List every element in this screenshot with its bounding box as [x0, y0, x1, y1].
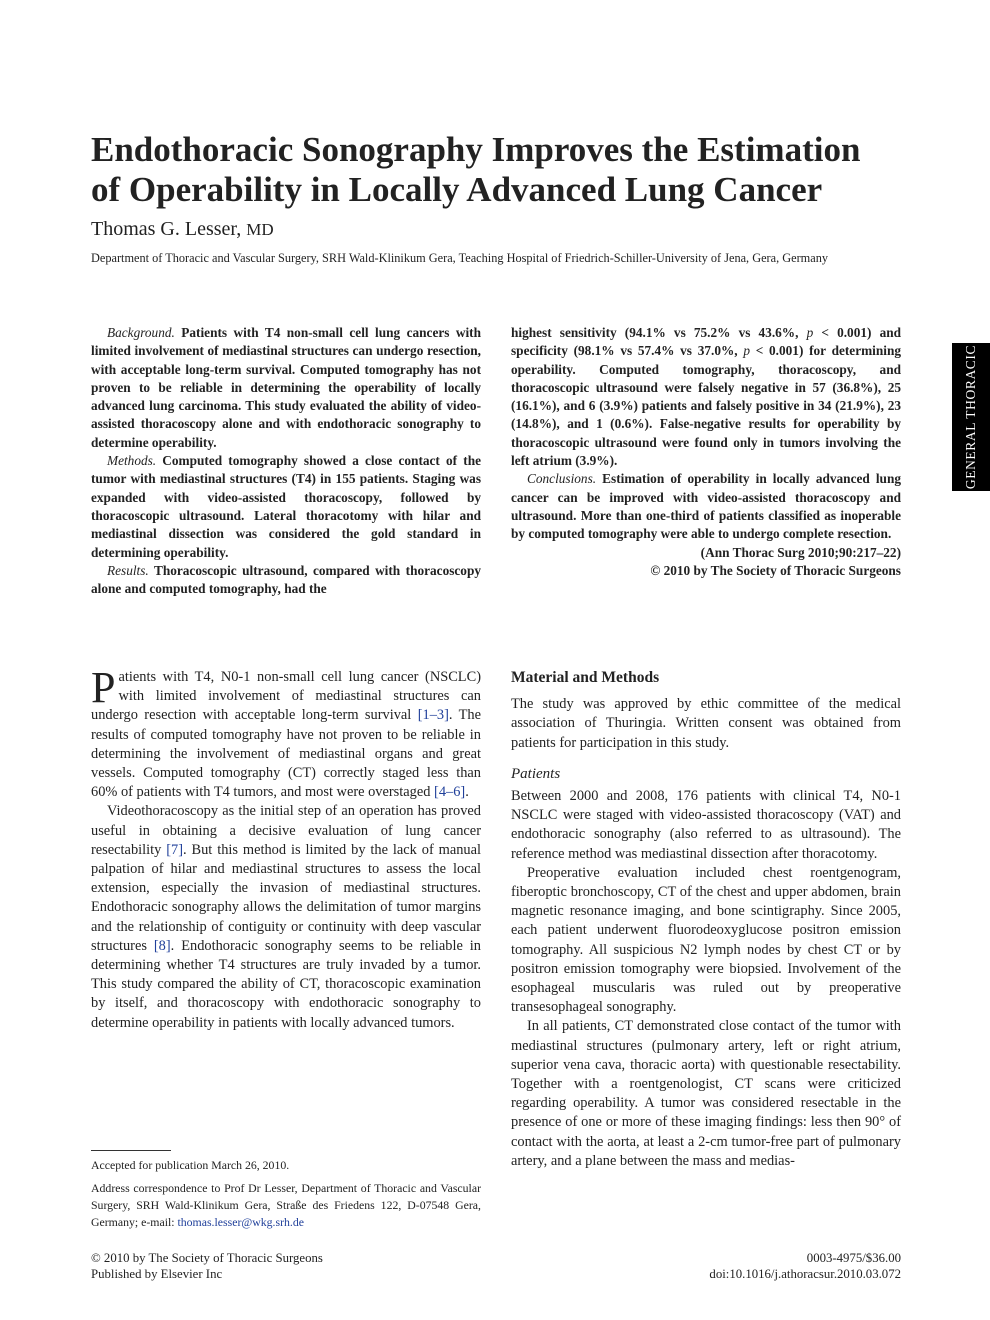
abstract-results-start: [91, 562, 481, 599]
footnote-address: [91, 1180, 481, 1231]
affiliation: Department of Thoracic and Vascular Surgery, SRH Wald-Klinikum Gera, Teaching Hospital of Friedrich-Schiller-University of Jena, Gera, Germany: [91, 251, 828, 265]
footer-right: [709, 1250, 901, 1282]
footnote-rule: [91, 1150, 171, 1151]
intro-paragraph-1: [91, 663, 481, 802]
author-degree: MD: [246, 220, 274, 239]
footer-publisher: Published by Elsevier Inc: [91, 1267, 223, 1281]
abstract-copyright: © 2010 by The Society of Thoracic Surgeons: [650, 562, 901, 578]
results-text-b: < 0.001) and specificity (98.1% vs 57.4% vs 37.0%,: [511, 325, 902, 359]
email-link[interactable]: thomas.lesser@wkg.srh.de: [177, 1215, 305, 1229]
title-line-1: Endothoracic Sonography Improves the Estimation: [91, 130, 861, 169]
background-text: Patients with T4 non-small cell lung cancers with limited involvement of mediastinal structures can undergo resection, with acceptable long-term survival. Computed tomography has not proven to be reliable in determining the operability of locally advanced lung carcinoma. This study evaluated the ability of video-assisted thoracoscopy alone and with endothoracic sonography to determine operability.: [91, 325, 481, 450]
abstract-methods: [91, 452, 481, 562]
abstract-results-cont: [511, 324, 901, 470]
methods-paragraph-4: In all patients, CT demonstrated close contact of the tumor with mediastinal structures (pulmonary artery, left or right atrium, superior vena cava, thoracic aorta) with questionable resectability. Together with a roentgenologist, CT scans were criticized regarding operability. A tumor was considered resectable in the presence of one or more of these imaging findings: less then 90° of contact with the aorta, at least a 2-cm tumor-free part of pulmonary artery, and a plane between the mass and medias-: [511, 1018, 901, 1169]
methods-text: Computed tomography showed a close contact of the tumor with mediastinal structures (T4) in 155 patients. Staging was expanded with video-assisted thoracoscopy, followed by thoracoscopic ultrasound. Lateral thoracotomy with hilar and mediastinal dissection was considered the gold standard in determining operability.: [91, 453, 481, 560]
article-title: [91, 130, 921, 210]
methods-paragraph-2: Between 2000 and 2008, 176 patients with clinical T4, N0-1 NSCLC were staged with video-assisted thoracoscopy (VAT) and endothoracic sonography (also referred to as ultrasound). The reference method was mediastinal dissection after thoracotomy.: [511, 788, 901, 862]
intro-p2-a: Videothoracoscopy as the initial step of an operation has proved useful in obtaining a decisive evaluation of lung cancer resectability: [91, 803, 481, 858]
intro-p1-c: .: [465, 784, 469, 801]
abstract-citation: (Ann Thorac Surg 2010;90:217–22): [700, 544, 901, 560]
methods-label: Methods.: [107, 453, 157, 469]
methods-column: [511, 668, 901, 1171]
footer-copyright: © 2010 by The Society of Thoracic Surgeons: [91, 1251, 323, 1265]
drop-cap: P: [91, 663, 116, 712]
methods-paragraph-3: Preoperative evaluation included chest roentgenogram, fiberoptic bronchoscopy, CT of the chest and upper abdomen, brain magnetic resonance imaging, and bone scintigraphy. Since 2005, each patient underwent fluorodeoxyglucose positron emission tomography. All suspicious N2 lymph nodes by chest CT or by positron emission tomography were biopsied. Involvement of the esophageal muscularis was ruled out by preoperative transesophageal sonography.: [511, 864, 901, 1016]
abstract-conclusions: [511, 470, 901, 543]
results-text-a: highest sensitivity (94.1% vs 75.2% vs 43.6%,: [511, 325, 807, 340]
p-value-1: p: [806, 325, 814, 340]
reference-link[interactable]: [1–3]: [417, 707, 449, 724]
conclusions-label: Conclusions.: [527, 471, 597, 487]
subsection-heading: Patients: [511, 765, 561, 782]
title-line-2: of Operability in Locally Advanced Lung Cancer: [91, 170, 823, 209]
intro-p1-a: atients with T4, N0-1 non-small cell lung cancer (NSCLC) with limited involvement of mediastinal structures can undergo resection with acceptable long-term survival: [91, 669, 481, 724]
reference-link[interactable]: [4–6]: [434, 784, 466, 801]
footer-left: [91, 1250, 323, 1282]
conclusions-text: Estimation of operability in locally advanced lung cancer can be improved with video-assisted thoracoscopy and ultrasound. More than one-third of patients classified as inoperable by computed tomography were able to undergo complete resection.: [511, 471, 901, 542]
footer-doi: doi:10.1016/j.athoracsur.2010.03.072: [709, 1267, 901, 1281]
intro-column: [91, 663, 482, 1033]
section-heading: Material and Methods: [511, 669, 660, 686]
abstract-right-column: [511, 324, 901, 580]
intro-paragraph-2: [91, 802, 481, 1032]
methods-paragraph-1: The study was approved by ethic committee of the medical association of Thuringia. Written consent was obtained from patients for participation in this study.: [511, 696, 901, 751]
section-tab-label: GENERAL THORACIC: [963, 344, 979, 490]
background-label: Background.: [107, 325, 175, 340]
abstract-background: [91, 324, 481, 452]
results-text-left: Thoracoscopic ultrasound, compared with thoracoscopy alone and computed tomography, had the: [91, 562, 481, 597]
results-label: Results.: [107, 562, 149, 578]
author: [91, 218, 274, 241]
intro-p2-b: . But this method is limited by the lack of manual palpation of hilar and mediastinal structures to assess the local extension, especially the invasion of mediastinal structures. Endothoracic sonography allows the delimitation of tumor margins and the relationship of contiguity or continuity with deep vascular structures: [91, 841, 482, 954]
abstract-left-column: [91, 324, 481, 598]
footnote-accepted: Accepted for publication March 26, 2010.: [91, 1158, 290, 1172]
reference-link[interactable]: [7]: [166, 841, 184, 858]
intro-p1-b: . The results of computed tomography have not proven to be reliable in determining the involvement of mediastinal organs and great vessels. Computed tomography (CT) correctly staged less than 60% of patients with T4 tumors, and most were overstaged: [91, 707, 481, 801]
section-tab: [952, 343, 990, 491]
intro-p2-c: . Endothoracic sonography seems to be reliable in determining whether T4 structures are truly invaded by a tumor. This study compared the ability of CT, thoracoscopic examination by itself, and thoracoscopy with endothoracic sonography to determine operability in patients with locally advanced tumors.: [91, 937, 481, 1031]
footer-issn: 0003-4975/$36.00: [806, 1251, 901, 1265]
reference-link[interactable]: [8]: [153, 937, 171, 954]
p-value-2: p: [743, 343, 750, 359]
results-text-c: < 0.001) for determining operability. Computed tomography, thoracoscopy, and thoracoscopic ultrasound were falsely negative in 57 (36.8%), 25 (16.1%), and 6 (3.9%) patients and falsely positive in 34 (21.9%), 23 (14.8%), and 1 (0.6%). False-negative results for operability by thoracoscopic ultrasound were found only in tumors involving the left atrium (3.9%).: [511, 343, 902, 469]
address-text: Address correspondence to Prof Dr Lesser, Department of Thoracic and Vascular Surgery, SRH Wald-Klinikum Gera, Straße des Friedens 122, D-07548 Gera, Germany; e-mail:: [91, 1181, 481, 1229]
author-name: Thomas G. Lesser,: [91, 218, 242, 240]
